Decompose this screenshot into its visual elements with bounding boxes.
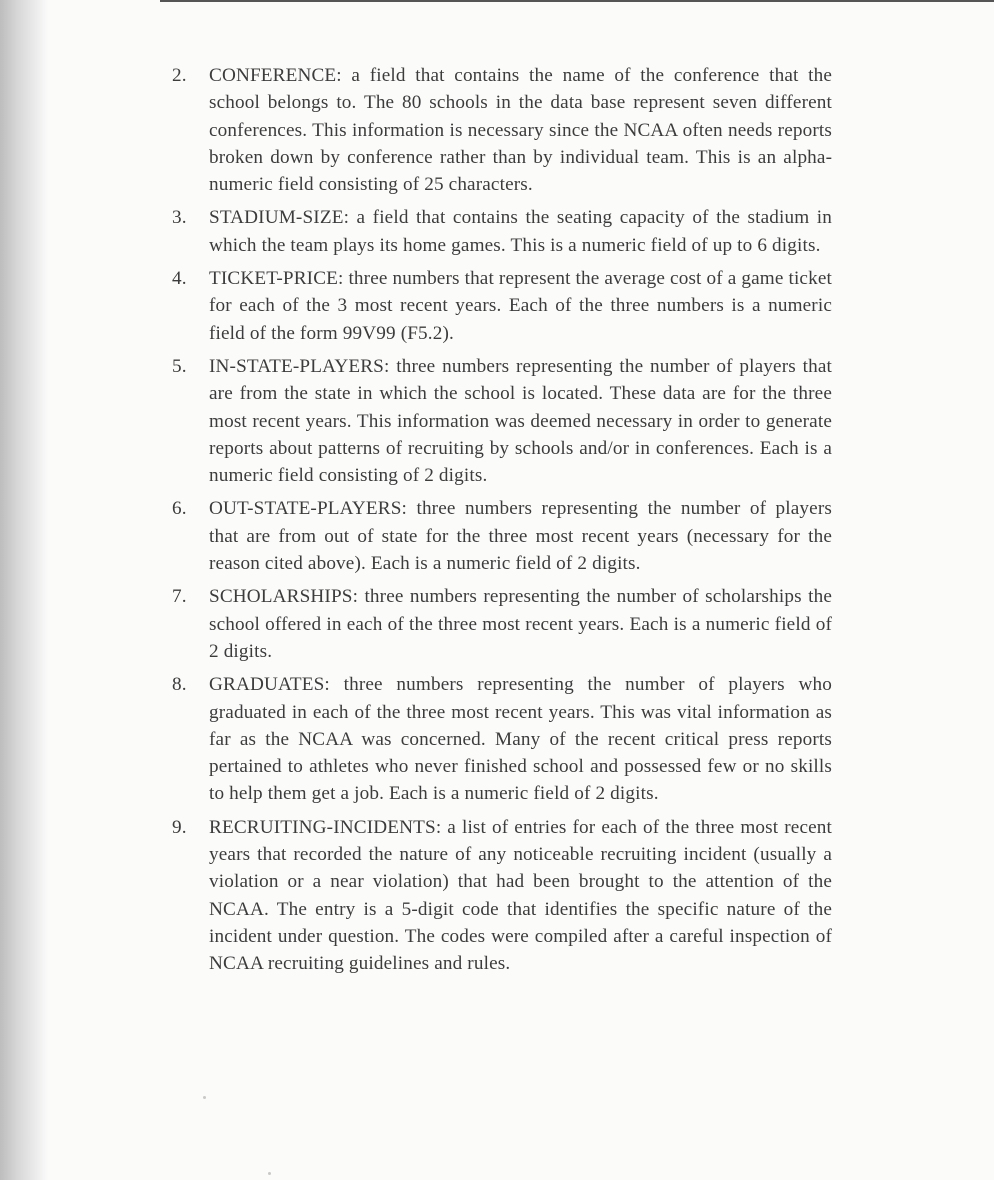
paper-speck <box>203 1096 206 1099</box>
list-item-stadium-size <box>164 204 832 259</box>
list-item-ticket-price <box>164 265 832 347</box>
item-number: 7. <box>172 586 187 608</box>
item-text: RECRUITING-INCIDENTS: a list of entries for each of the three most recent years that recorded the nature of any noticeable recruiting incident (usually a violation or a near violation) that had been brought to the attention of the NCAA. The entry is a 5-digit code that identifies the specific nature of the incident under question. The codes were compiled after a careful inspection of NCAA recruiting guidelines and rules. <box>209 816 832 975</box>
item-number: 8. <box>172 674 187 696</box>
item-number: 5. <box>172 355 187 377</box>
item-number: 4. <box>172 268 187 290</box>
item-text: OUT-STATE-PLAYERS: three numbers representing the number of players that are from out of state for the three most recent years (necessary for the reason cited above). Each is a numeric field of 2 digits. <box>209 498 832 575</box>
page-binding-shadow <box>0 0 48 1180</box>
list-item-graduates <box>164 671 832 807</box>
list-item-scholarships <box>164 583 832 665</box>
item-text: IN-STATE-PLAYERS: three numbers representing the number of players that are from the state in which the school is located. These data are for the three most recent years. This information was deemed necessary in order to generate reports about patterns of recruiting by schools and/or in conferences. Each is a numeric field consisting of 2 digits. <box>209 355 832 487</box>
list-item-recruiting-incidents <box>164 814 832 978</box>
numbered-field-list <box>164 62 832 984</box>
item-number: 9. <box>172 816 187 838</box>
item-text: GRADUATES: three numbers representing the number of players who graduated in each of the three most recent years. This was vital information as far as the NCAA was concerned. Many of the recent critical press reports pertained to athletes who never finished school and possessed few or no skills to help them get a job. Each is a numeric field of 2 digits. <box>209 674 832 805</box>
list-item-in-state-players <box>164 353 832 489</box>
top-rule <box>160 0 994 2</box>
item-text: STADIUM-SIZE: a field that contains the seating capacity of the stadium in which the team plays its home games. This is a numeric field of up to 6 digits. <box>209 207 832 256</box>
paper-speck <box>268 1172 271 1175</box>
list-item-conference <box>164 62 832 198</box>
item-text: SCHOLARSHIPS: three numbers representing the number of scholarships the school offered in each of the three most recent years. Each is a numeric field of 2 digits. <box>209 586 832 662</box>
item-number: 2. <box>172 65 187 86</box>
item-text: CONFERENCE: a field that contains the name of the conference that the school belongs to. The 80 schools in the data base represent seven different conferences. This information is necessary since the NCAA often needs reports broken down by conference rather than by individual team. This is an alphanumeric field consisting of 25 characters. <box>209 65 832 196</box>
item-number: 3. <box>172 207 187 229</box>
item-text: TICKET-PRICE: three numbers that represent the average cost of a game ticket for each of the 3 most recent years. Each of the three numbers is a numeric field of the form 99V99 (F5.2). <box>209 268 832 344</box>
list-item-out-state-players <box>164 495 832 577</box>
item-number: 6. <box>172 498 187 520</box>
